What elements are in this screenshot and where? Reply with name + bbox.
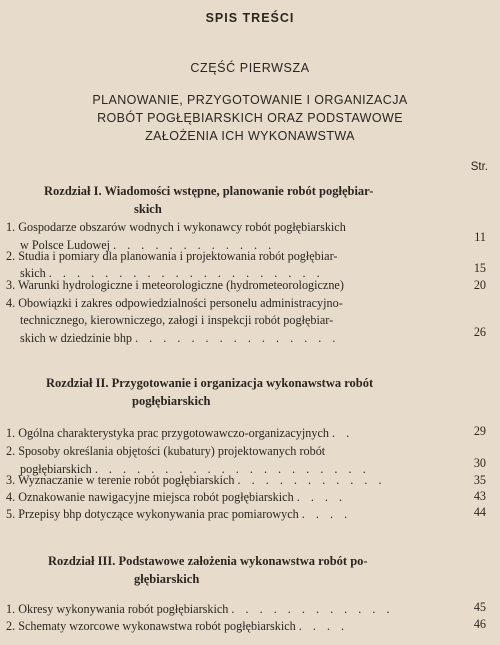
toc-entry-2-5-line-1: 5. Przepisy bhp dotyczące wykonywania prac pomiarowych . . . . — [6, 507, 352, 521]
toc-entry-2-5-page: 44 — [473, 505, 486, 519]
chapter-3-heading-line-1: Rozdział III. Podstawowe założenia wykonawstwa robót po- — [48, 554, 368, 568]
toc-entry-3-2-page: 46 — [473, 617, 486, 631]
toc-entry-1-3-page: 20 — [473, 278, 486, 292]
toc-entry-1-4-line-1: 4. Obowiązki i zakres odpowiedzialności personelu administracyjno- — [6, 296, 343, 310]
toc-entry-2-2-page: 30 — [473, 456, 486, 470]
chapter-2-heading-line-1: Rozdział II. Przygotowanie i organizacja wykonawstwa robót — [46, 376, 374, 390]
toc-entry-1-4-page: 26 — [473, 325, 486, 339]
chapter-2-heading-line-2: pogłębiarskich — [132, 394, 211, 408]
toc-entry-2-2-line-2: pogłębiarskich . . . . . . . . . . . . . . . . . . . . — [20, 462, 370, 476]
chapter-1-heading-line-2: skich — [134, 202, 162, 216]
toc-entry-3-2-line-1: 2. Schematy wzorcowe wykonawstwa robót pogłębiarskich . . . . — [6, 619, 349, 633]
toc-entry-1-4-line-3: skich w dziedzinie bhp . . . . . . . . . . . . . . . — [20, 331, 340, 345]
toc-entry-1-2-line-2: skich . . . . . . . . . . . . . . . . . . . . — [20, 266, 324, 280]
page-title: SPIS TREŚCI — [205, 11, 295, 25]
page-column-label: Str. — [470, 161, 488, 173]
toc-entry-2-1-page: 29 — [473, 424, 486, 438]
toc-entry-2-1-line-1: 1. Ogólna charakterystyka prac przygotowawczo-organizacyjnych . . — [6, 426, 354, 440]
toc-entry-1-1-line-1: 1. Gospodarze obszarów wodnych i wykonawcy robót pogłębiarskich — [6, 220, 346, 234]
part-heading: CZĘŚĆ PIERWSZA — [190, 61, 310, 75]
toc-entry-2-4-page: 43 — [473, 489, 486, 503]
part-subtitle-line-3: ZAŁOŻENIA ICH WYKONAWSTWA — [145, 129, 355, 143]
toc-entry-1-2-line-1: 2. Studia i pomiary dla planowania i projektowania robót pogłębiar- — [6, 249, 338, 263]
toc-entry-1-2-page: 15 — [473, 261, 486, 275]
toc-entry-3-1-line-1: 1. Okresy wykonywania robót pogłębiarskich . . . . . . . . . . . . — [6, 602, 394, 616]
toc-entry-3-1-page: 45 — [473, 600, 486, 614]
toc-entry-1-3-line-1: 3. Warunki hydrologiczne i meteorologiczne (hydrometeorologiczne) — [6, 278, 344, 292]
chapter-3-heading-line-2: głębiarskich — [134, 572, 200, 586]
toc-entry-2-3-line-1: 3. Wyznaczanie w terenie robót pogłębiarskich . . . . . . . . . . . — [6, 473, 386, 487]
toc-entry-2-4-line-1: 4. Oznakowanie nawigacyjne miejsca robót pogłębiarskich . . . . — [6, 490, 347, 504]
toc-entry-1-1-line-2: w Polsce Ludowej . . . . . . . . . . . . — [20, 238, 276, 252]
part-subtitle-line-1: PLANOWANIE, PRZYGOTOWANIE I ORGANIZACJA — [92, 93, 408, 107]
toc-entry-1-4-line-2: technicznego, kierowniczego, załogi i inspekcji robót pogłębiar- — [20, 313, 334, 327]
chapter-1-heading-line-1: Rozdział I. Wiadomości wstępne, planowanie robót pogłębiar- — [44, 184, 374, 198]
toc-entry-1-1-page: 11 — [474, 230, 486, 244]
toc-entry-2-3-page: 35 — [473, 473, 486, 487]
part-subtitle-line-2: ROBÓT POGŁĘBIARSKICH ORAZ PODSTAWOWE — [97, 111, 403, 125]
toc-entry-2-2-line-1: 2. Sposoby określania objętości (kubatury) projektowanych robót — [6, 444, 326, 458]
